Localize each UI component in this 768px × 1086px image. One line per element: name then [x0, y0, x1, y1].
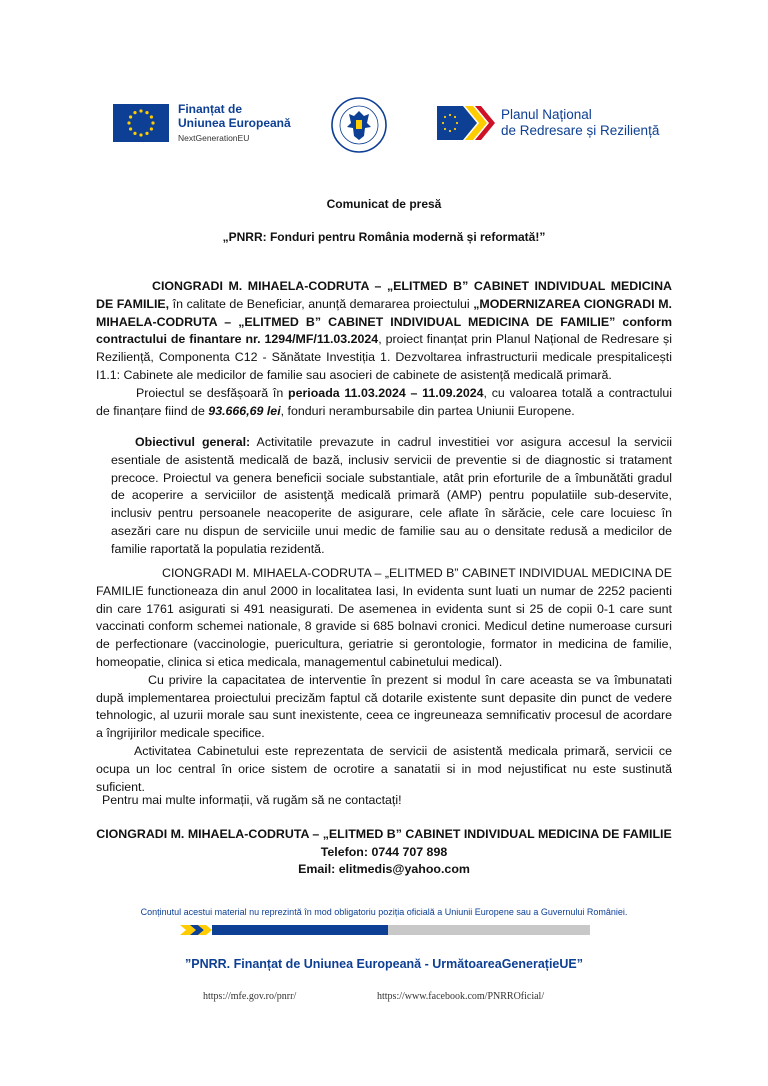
- eu-logo-line3: NextGenerationEU: [178, 132, 250, 143]
- intro-paragraph: [96, 278, 672, 420]
- cabinet-activity: Activitatea Cabinetului este reprezentata de servicii de asistentă medicala primară, servicii ce ocupa un loc central în orice sistem de ocrotire a sanatatii si in mod nejustificat nu este sustinută suficient.: [96, 743, 672, 794]
- logo-row: [0, 96, 768, 156]
- project-value: 93.666,69 lei: [208, 403, 281, 418]
- facebook-link[interactable]: https://www.facebook.com/PNRROficial/: [377, 991, 545, 1002]
- details-paragraphs: [96, 565, 672, 796]
- cabinet-description: CIONGRADI M. MIHAELA-CODRUTA – „ELITMED B” CABINET INDIVIDUAL MEDICINA DE FAMILIE functioneaza din anul 2000 in localitatea Iasi, In evidenta sunt luati un numar de 2252 pacienti din care 1761 asigurati si 491 neasigurati. De asemenea in evidenta sunt si 25 de copii 0-1 care sunt vaccinati conform schemei nationale, 8 gravide si 685 bolnavi cronici. Medicul detine numeroase cursuri de perfectionare (vaccinologie, puericultura, geriatrie si gerontologie, formator in medicina de familie, homeopatie, clinica si etica medicala, managementul cabinetului medical).: [96, 566, 672, 669]
- contact-phone: Telefon: 0744 707 898: [320, 844, 448, 859]
- intro-text-2: , proiect finanțat prin Planul Național de Redresare și Reziliență, Componenta C12 - Sănătate Investiția 1. Dezvoltarea infrastructurii medicale prespitalicești I1.1: Cabinete ale medicilor de familie sau asocieri de cabinete de asistență medicală primară.: [96, 332, 672, 382]
- intro-text-1: în calitate de Beneficiar, anunță demararea proiectului: [169, 296, 474, 311]
- beneficiary-name: CIONGRADI M. MIHAELA-CODRUTA – „ELITMED B” CABINET INDIVIDUAL MEDICINA DE FAMILIE,: [96, 279, 672, 311]
- pnrr-logo-line1: Planul Național: [501, 107, 592, 123]
- eu-logo-line1: Finanțat de: [178, 102, 243, 116]
- footer-color-bar: [180, 925, 590, 935]
- pnrr-arrow-icon: [437, 106, 495, 140]
- period-text-3: , fonduri nerambursabile din partea Uniunii Europene.: [280, 403, 575, 418]
- project-title: „MODERNIZAREA CIONGRADI M. MIHAELA-CODRUTA – „ELITMED B” CABINET INDIVIDUAL MEDICINA DE FAMILIE” conform contractului de finantare nr. 1294/MF/11.03.2024: [96, 296, 672, 347]
- contact-email[interactable]: Email: elitmedis@yahoo.com: [298, 862, 470, 876]
- contact-intro: Pentru mai multe informații, vă rugăm să ne contactați!: [102, 793, 402, 807]
- contact-name: CIONGRADI M. MIHAELA-CODRUTA – „ELITMED B” CABINET INDIVIDUAL MEDICINA DE FAMILIE: [96, 827, 672, 841]
- project-period: perioada 11.03.2024 – 11.09.2024: [288, 385, 484, 400]
- mfe-link[interactable]: https://mfe.gov.ro/pnrr/: [203, 991, 297, 1002]
- objective-paragraph: [111, 434, 672, 559]
- page-subtitle: „PNRR: Fonduri pentru România modernă și reformată!”: [222, 230, 546, 244]
- objective-text: Activitatile prevazute in cadrul investitiei vor asigura accesul la servicii esentiale de asistentă medicală de bază, inclusiv servicii de preventie si de diagnostic si tratament precoce. Proiectul va genera beneficii sociale substantiale, atât prin eforturile de a îmbunătăti gradul de acoperire a serviciilor de asistenţă medicală primară (AMP) pentru populatiile sub-deservite, inclusiv pentru persoanele neacoperite de asigurare, cele aflate în sărăcie, cele care locuiesc în asezări care nu dispun de serviciile unui medic de familie sau au o densitate redusă a medicilor de familie raportată la populatia rezidentă.: [111, 435, 673, 556]
- period-text-1: Proiectul se desfășoară în: [136, 385, 289, 400]
- pnrr-logo-line2: de Redresare și Reziliență: [501, 123, 660, 138]
- page-title: Comunicat de presă: [326, 197, 442, 211]
- contact-block: [0, 826, 768, 879]
- objective-label: Obiectivul general:: [135, 435, 251, 449]
- pnrr-logo: [437, 106, 659, 140]
- eu-flag-icon: [113, 104, 169, 142]
- eu-funding-logo: [113, 103, 291, 143]
- eu-logo-line2: Uniunea Europeană: [178, 115, 291, 130]
- intervention-capacity: Cu privire la capacitatea de interventie în prezent si modul în care aceasta se va îmbunatati după implementarea proiectului precizăm faptul că dotarile existente sunt depasite din punct de vedere tehnologic, al uzurii morale sau sunt inexistente, ceea ce ingreuneaza semnificativ procesul de acordare a îngrijirilor medicale specifice.: [96, 672, 672, 741]
- footer-disclaimer: Conținutul acestui material nu reprezintă în mod obligatoriu poziția oficială a Uniunii Europene sau a Guvernului României.: [140, 907, 628, 917]
- footer-slogan: ”PNRR. Finanțat de Uniunea Europeană - UrmătoareaGenerațieUE”: [184, 957, 583, 971]
- government-seal-icon: [330, 96, 388, 154]
- period-text-2: , cu valoarea totală a contractului de finanțare fiind de: [96, 385, 672, 418]
